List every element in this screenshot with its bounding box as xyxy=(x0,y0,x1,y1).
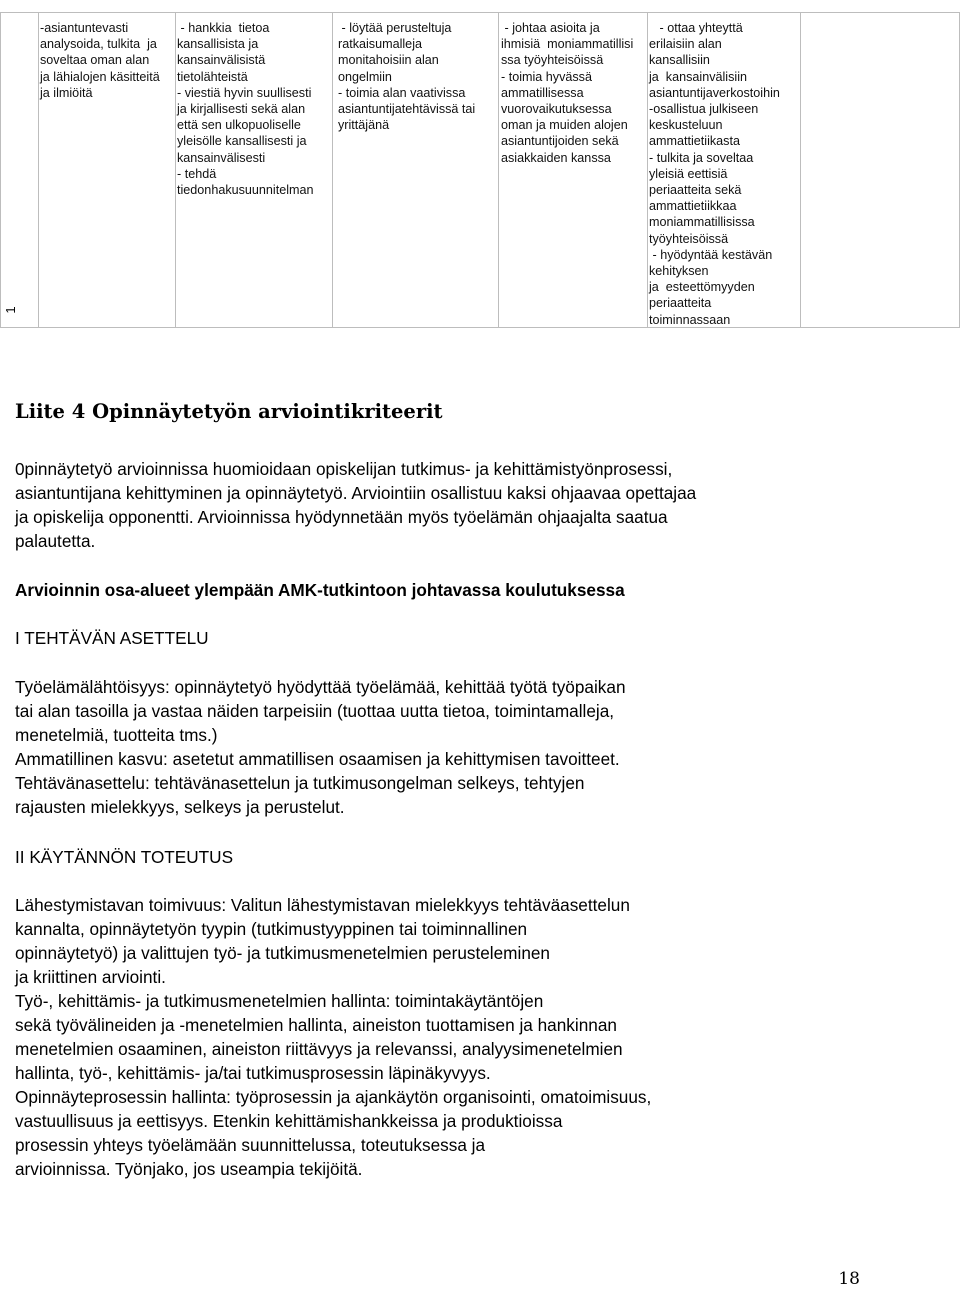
table-divider xyxy=(332,12,333,328)
criteria-subtitle: Arvioinnin osa-alueet ylempään AMK-tutkintoon johtavassa koulutuksessa xyxy=(15,580,625,600)
table-divider xyxy=(647,12,648,328)
criteria-table xyxy=(0,12,960,328)
table-divider xyxy=(38,12,39,328)
table-divider xyxy=(175,12,176,328)
intro-paragraph: 0pinnäytetyö arvioinnissa huomioidaan opiskelijan tutkimus- ja kehittämistyönprosessi, asiantuntijana kehittyminen ja opinnäytetyö. Arviointiin osallistuu kaksi ohjaavaa opettajaa ja opiskelija opponentti. Arvioinnissa hyödynnetään myös työelämän ohjaajalta saatua palautetta. xyxy=(15,459,697,551)
table-cell-information: - hankkia tietoa kansallisista ja kansainvälisistä tietolähteistä - viestiä hyvin suullisesti ja kirjallisesti sekä alan että sen ulkopuoliselle yleisölle kansallisesti ja kansainvälisesti - tehdä tiedonhakusuunnitelman xyxy=(177,21,314,198)
table-cell-solutions: - löytää perusteltuja ratkaisumalleja monitahoisiin alan ongelmiin - toimia alan vaativissa asiantuntijatehtävissä tai yrittäjänä xyxy=(338,21,476,133)
table-bottom-border xyxy=(0,327,960,328)
table-cell-networking: - ottaa yhteyttä erilaisiin alan kansallisiin ja kansainvälisiin asiantuntijaverkostoihin -osallistua julkiseen keskusteluun ammattietiikasta - tulkita ja soveltaa yleisiä eettisiä periaatteita sekä ammattietiikkaa moniammatillisissa työyhteisöissä - hyödyntää kestävän kehityksen ja esteettömyyden periaatteita toiminnassaan xyxy=(649,21,780,327)
table-divider xyxy=(498,12,499,328)
table-cell-analysis: -asiantuntevasti analysoida, tulkita ja soveltaa oman alan ja lähialojen käsitteitä ja ilmiöitä xyxy=(40,21,160,100)
page-title: Liite 4 Opinnäytetyön arviointikriteerit xyxy=(15,400,443,423)
table-divider xyxy=(0,12,1,328)
page-number: 18 xyxy=(838,1269,860,1289)
section-body-task-setting: Työelämälähtöisyys: opinnäytetyö hyödyttää työelämää, kehittää työtä työpaikan tai alan tasoilla ja vastaa näiden tarpeisiin (tuottaa uutta tietoa, toimintamalleja, menetelmiä, tuotteita tms.) Ammatillinen kasvu: asetetut ammatillisen osaamisen ja kehittymisen tavoitteet. Tehtävänasettelu: tehtävänasettelun ja tutkimusongelman selkeys, tehtyjen rajausten mielekkyys, selkeys ja perustelut. xyxy=(15,677,626,817)
table-top-border xyxy=(0,12,960,13)
table-row-number: 1 xyxy=(3,306,18,314)
section-title-task-setting: I TEHTÄVÄN ASETTELU xyxy=(15,628,209,648)
table-divider xyxy=(800,12,801,328)
table-cell-leadership: - johtaa asioita ja ihmisiä moniammatillisi ssa työyhteisöissä - toimia hyvässä ammatillisessa vuorovaikutuksessa oman ja muiden alojen asiantuntijoiden sekä asiakkaiden kanssa xyxy=(501,21,634,165)
section-body-implementation: Lähestymistavan toimivuus: Valitun lähestymistavan mielekkyys tehtäväasettelun kannalta, opinnäytetyön tyypin (tutkimustyyppinen tai toiminnallinen opinnäytetyö) ja valittujen työ- ja tutkimusmenetelmien perusteleminen ja kriittinen arviointi. Työ-, kehittämis- ja tutkimusmenetelmien hallinta: toimintakäytäntöjen sekä työvälineiden ja -menetelmien hallinta, aineiston tuottamisen ja hankinnan menetelmien osaaminen, aineiston riittävyys ja relevanssi, analyysimenetelmien hallinta, työ-, kehittämis- ja/tai tutkimusprosessin läpinäkyvyys. Opinnäyteprosessin hallinta: työprosessin ja ajankäytön organisointi, omatoimisuus, vastuullisuus ja eettisyys. Etenkin kehittämishankkeissa ja produktioissa prosessin yhteys työelämään suunnittelussa, toteutuksessa ja arvioinnissa. Työnjako, jos useampia tekijöitä. xyxy=(15,895,652,1179)
section-title-implementation: II KÄYTÄNNÖN TOTEUTUS xyxy=(15,847,234,867)
